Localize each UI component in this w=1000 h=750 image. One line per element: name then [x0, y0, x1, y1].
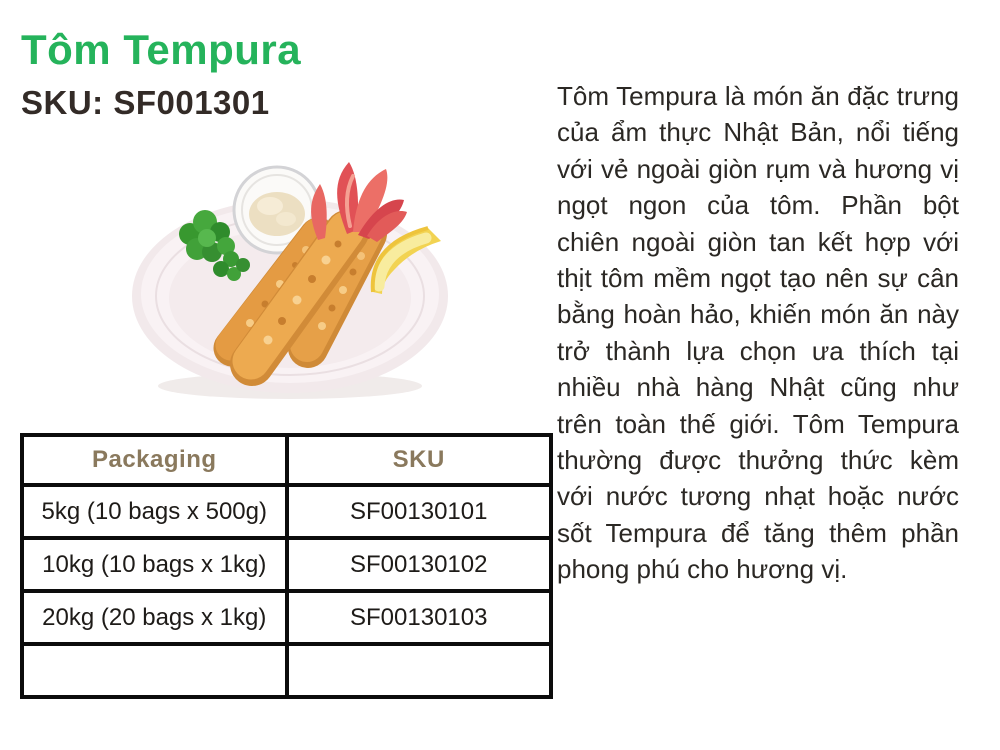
shrimp-tempura-illustration — [110, 148, 520, 416]
table-row — [22, 538, 551, 591]
product-description: Tôm Tempura là món ăn đặc trưng của ẩm thực Nhật Bản, nổi tiếng với vẻ ngoài giòn rụm và hương vị ngọt ngon của tôm. Phần bột chiên ngoài giòn tan kết hợp với thịt tôm mềm ngọt tạo nên sự cân bằng hoàn hảo, khiến món ăn này trở thành lựa chọn ưa thích tại nhiều nhà hàng Nhật cũng như trên toàn thế giới. Tôm Tempura thường được thưởng thức kèm với nước tương nhạt hoặc nước sốt Tempura để tăng thêm phần phong phú cho hương vị. — [557, 81, 959, 585]
packaging-column-header: Packaging — [22, 435, 287, 485]
packaging-cell: 20kg (20 bags x 1kg) — [22, 591, 287, 644]
table-row-empty — [22, 644, 551, 697]
sku-cell: SF00130102 — [287, 538, 552, 591]
product-sku-heading: SKU: SF001301 — [21, 84, 270, 121]
sku-cell: SF00130101 — [287, 485, 552, 538]
packaging-cell: 10kg (10 bags x 1kg) — [22, 538, 287, 591]
packaging-table — [20, 433, 553, 699]
packaging-cell — [22, 644, 287, 697]
sku-column-header: SKU — [287, 435, 552, 485]
packaging-table-header-row — [22, 435, 551, 485]
packaging-cell: 5kg (10 bags x 500g) — [22, 485, 287, 538]
product-title: Tôm Tempura — [21, 26, 302, 73]
product-photo — [110, 148, 520, 416]
table-row — [22, 485, 551, 538]
sku-cell — [287, 644, 552, 697]
sku-cell: SF00130103 — [287, 591, 552, 644]
table-row — [22, 591, 551, 644]
shrimp-tail-graphic — [311, 162, 407, 242]
